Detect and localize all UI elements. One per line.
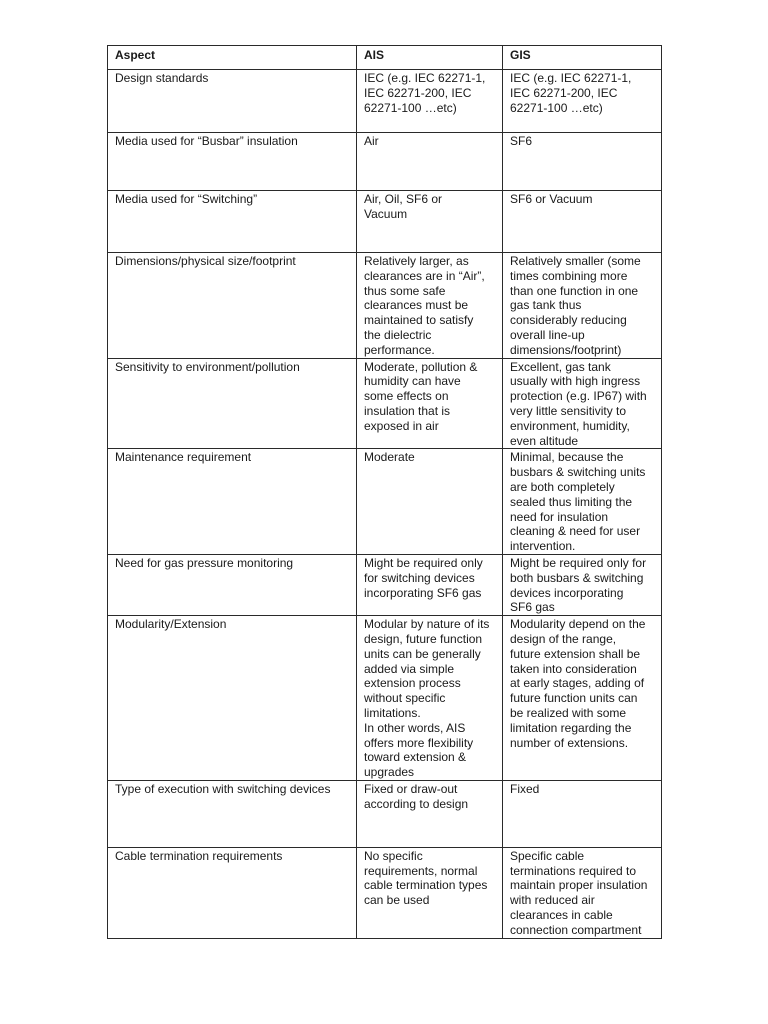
gis-cell: Modularity depend on the design of the range, future extension shall be taken into consideration at early stages, adding of future function units can be realized with some limitation regarding the number of extensions. (503, 616, 662, 781)
aspect-cell: Media used for “Busbar” insulation (108, 133, 357, 191)
ais-cell: Air, Oil, SF6 or Vacuum (357, 191, 503, 253)
aspect-cell: Type of execution with switching devices (108, 780, 357, 847)
table-row (108, 616, 662, 781)
ais-cell: Air (357, 133, 503, 191)
ais-cell: Might be required only for switching devices incorporating SF6 gas (357, 554, 503, 615)
ais-cell: Relatively larger, as clearances are in “Air”, thus some safe clearances must be maintained to satisfy the dielectric performance. (357, 253, 503, 359)
ais-cell: Moderate, pollution & humidity can have some effects on insulation that is exposed in air (357, 358, 503, 449)
table-row (108, 133, 662, 191)
ais-cell: Fixed or draw-out according to design (357, 780, 503, 847)
header-aspect: Aspect (108, 46, 357, 70)
table-row (108, 70, 662, 133)
aspect-cell: Need for gas pressure monitoring (108, 554, 357, 615)
gis-cell: SF6 (503, 133, 662, 191)
aspect-cell: Design standards (108, 70, 357, 133)
aspect-cell: Sensitivity to environment/pollution (108, 358, 357, 449)
gis-cell: IEC (e.g. IEC 62271-1, IEC 62271-200, IEC 62271-100 …etc) (503, 70, 662, 133)
table-row (108, 253, 662, 359)
table-header-row (108, 46, 662, 70)
aspect-cell: Cable termination requirements (108, 847, 357, 938)
gis-cell: Might be required only for both busbars & switching devices incorporating SF6 gas (503, 554, 662, 615)
aspect-cell: Modularity/Extension (108, 616, 357, 781)
header-gis: GIS (503, 46, 662, 70)
gis-cell: Relatively smaller (some times combining more than one function in one gas tank thus considerably reducing overall line-up dimensions/footprint) (503, 253, 662, 359)
aspect-cell: Media used for “Switching” (108, 191, 357, 253)
gis-cell: Fixed (503, 780, 662, 847)
gis-cell: Minimal, because the busbars & switching units are both completely sealed thus limiting the need for insulation cleaning & need for user intervention. (503, 449, 662, 555)
table-row (108, 191, 662, 253)
gis-cell: SF6 or Vacuum (503, 191, 662, 253)
gis-cell: Excellent, gas tank usually with high ingress protection (e.g. IP67) with very little sensitivity to environment, humidity, even altitude (503, 358, 662, 449)
ais-cell: Moderate (357, 449, 503, 555)
table-row (108, 847, 662, 938)
comparison-table (107, 45, 662, 939)
aspect-cell: Dimensions/physical size/footprint (108, 253, 357, 359)
gis-cell: Specific cable terminations required to maintain proper insulation with reduced air clearances in cable connection compartment (503, 847, 662, 938)
ais-cell: Modular by nature of its design, future function units can be generally added via simple extension process without specific limitations. In other words, AIS offers more flexibility toward extension & upgrades (357, 616, 503, 781)
table-row (108, 554, 662, 615)
header-ais: AIS (357, 46, 503, 70)
ais-cell: No specific requirements, normal cable termination types can be used (357, 847, 503, 938)
ais-cell: IEC (e.g. IEC 62271-1, IEC 62271-200, IEC 62271-100 …etc) (357, 70, 503, 133)
table-row (108, 449, 662, 555)
aspect-cell: Maintenance requirement (108, 449, 357, 555)
table-row (108, 358, 662, 449)
table-row (108, 780, 662, 847)
